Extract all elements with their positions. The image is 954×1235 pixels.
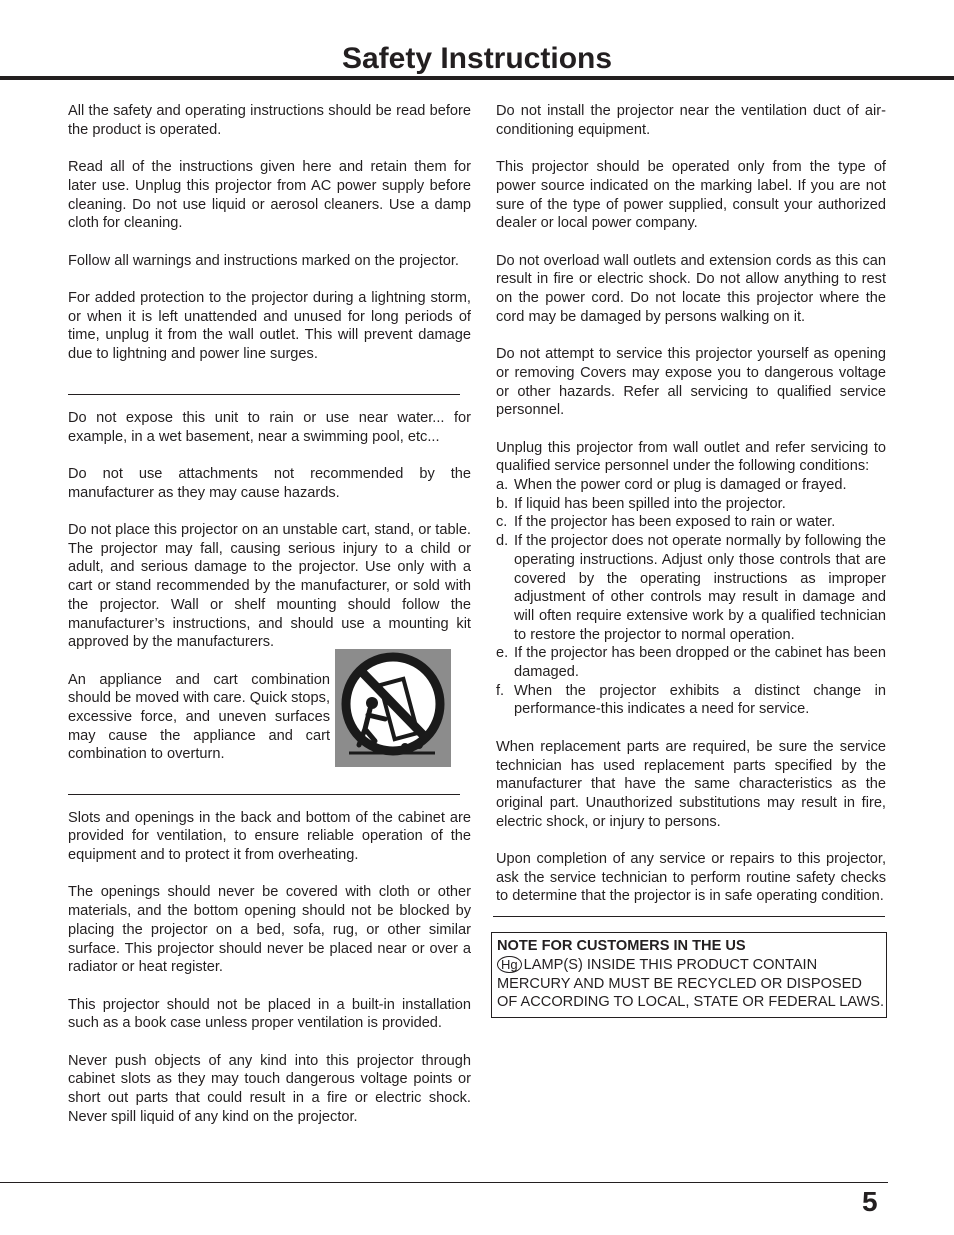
paragraph: Follow all warnings and instructions marked on the projector. bbox=[68, 252, 459, 269]
list-item bbox=[496, 495, 886, 514]
list-item-text: If the projector does not operate normally by following the operating instructions. Adjust only those controls that are covered by the operating instructions as improper adjustment of other controls may result in damage and will often require extensive work by a qualified technician to restore the projector to normal operation. bbox=[514, 533, 886, 643]
paragraph: Do not install the projector near the ventilation duct of air-conditioning equipment. bbox=[496, 103, 886, 138]
paragraph: Never push objects of any kind into this projector through cabinet slots as they may touch dangerous voltage points or short out parts that could result in a fire or electric shock. Never spill liquid of any kind on the projector. bbox=[68, 1052, 471, 1125]
paragraph: This projector should not be placed in a built-in installation such as a book case unless proper ventilation is provided. bbox=[68, 996, 471, 1032]
cart-warning bbox=[68, 671, 471, 767]
list-item-label: b. bbox=[496, 495, 509, 512]
section-divider bbox=[68, 394, 460, 395]
paragraph: Read all of the instructions given here and retain them for later use. Unplug this projector from AC power supply before cleaning. Do not use liquid or aerosol cleaners. Use a damp cloth for cleaning. bbox=[68, 159, 471, 232]
paragraph: Do not overload wall outlets and extension cords as this can result in fire or electric shock. Do not allow anything to rest on the power cord. Do not locate this projector where the cord may be damaged by persons walking on it. bbox=[496, 252, 886, 325]
footer-rule bbox=[0, 1182, 888, 1183]
paragraph: Unplug this projector from wall outlet and refer servicing to qualified service personnel under the following conditions: bbox=[496, 439, 886, 475]
paragraph: This projector should be operated only from the type of power source indicated on the marking label. If you are not sure of the type of power supplied, consult your authorized dealer or local power company. bbox=[496, 159, 886, 232]
paragraph: Do not expose this unit to rain or use near water... for example, in a wet basement, near a swimming pool, etc... bbox=[68, 409, 471, 445]
note-title: NOTE FOR CUSTOMERS IN THE US bbox=[497, 938, 746, 955]
paragraph: Do not place this projector on an unstable cart, stand, or table. The projector may fall, causing serious injury to a child or adult, and serious damage to the projector. Use only with a cart or stand recommended by the manufacturer, or sold with the projector. Wall or shelf mounting should follow the manufacturer’s instructions, and should use a mounting kit approved by the manufacturers. bbox=[68, 521, 471, 651]
paragraph: Do not use attachments not recommended by the manufacturer as they may cause hazards. bbox=[68, 465, 471, 501]
list-item-label: a. bbox=[496, 477, 509, 493]
title-rule bbox=[0, 76, 954, 80]
paragraph: All the safety and operating instructions should be read before the product is operated. bbox=[68, 103, 471, 138]
paragraph: Slots and openings in the back and bottom of the cabinet are provided for ventilation, to ensure reliable operation of the equipment and to protect it from overheating. bbox=[68, 809, 471, 863]
list-item bbox=[496, 513, 886, 532]
list-item bbox=[496, 532, 886, 644]
paragraph: When replacement parts are required, be sure the service technician has used replacement parts specified by the manufacturer that have the same characteristics as the original part. Unauthorized substitutions may result in fire, electric shock, or injury to persons. bbox=[496, 738, 886, 830]
right-column bbox=[496, 102, 886, 1018]
mercury-hg-icon: Hg bbox=[497, 956, 522, 973]
cart-tip-over-warning-icon bbox=[335, 649, 451, 767]
paragraph: An appliance and cart combination should be moved with care. Quick stops, excessive force, and uneven surfaces may cause the appliance and cart combination to overturn. bbox=[68, 671, 331, 763]
paragraph: Do not attempt to service this projector yourself as opening or removing Covers may expose you to dangerous voltage or other hazards. Refer all servicing to qualified service personnel. bbox=[496, 346, 886, 419]
paragraph: For added protection to the projector during a lightning storm, or when it is left unattended and unused for long periods of time, unplug it from the wall outlet. This will prevent damage due to lightning and power line surges. bbox=[68, 289, 471, 363]
list-item bbox=[496, 476, 886, 495]
list-item-text: If the projector has been exposed to rain or water. bbox=[514, 514, 836, 531]
list-item-text: If the projector has been dropped or the cabinet has been damaged. bbox=[514, 645, 886, 681]
page-title: Safety Instructions bbox=[341, 42, 613, 75]
paragraph: The openings should never be covered with cloth or other materials, and the bottom opening should not be blocked by placing the projector on a bed, sofa, rug, or other similar surface. This projector should never be placed near or over a radiator or heat register. bbox=[68, 884, 471, 976]
list-item-text: When the projector exhibits a distinct change in performance-this indicates a need for service. bbox=[514, 682, 886, 718]
list-item bbox=[496, 682, 886, 719]
list-item-text: When the power cord or plug is damaged or frayed. bbox=[514, 477, 847, 493]
list-item-label: e. bbox=[496, 645, 509, 662]
service-conditions-list bbox=[496, 476, 886, 719]
list-item-text: If liquid has been spilled into the projector. bbox=[514, 495, 786, 512]
list-item-label: c. bbox=[496, 514, 508, 531]
note-body bbox=[497, 956, 886, 1012]
note-text: LAMP(S) INSIDE THIS PRODUCT CONTAIN MERCURY AND MUST BE RECYCLED OR DISPOSED OF ACCORDING TO LOCAL, STATE OR FEDERAL LAWS. bbox=[497, 956, 885, 1011]
list-item-label: d. bbox=[496, 533, 509, 550]
page-number: 5 bbox=[862, 1186, 878, 1217]
left-column bbox=[68, 102, 471, 1127]
list-item bbox=[496, 644, 886, 681]
paragraph: Upon completion of any service or repairs to this projector, ask the service technician to perform routine safety checks to determine that the projector is in safe operating condition. bbox=[496, 851, 886, 905]
section-divider bbox=[68, 794, 460, 795]
section-divider bbox=[493, 916, 885, 917]
us-customer-note bbox=[491, 932, 887, 1018]
list-item-label: f. bbox=[496, 682, 505, 699]
